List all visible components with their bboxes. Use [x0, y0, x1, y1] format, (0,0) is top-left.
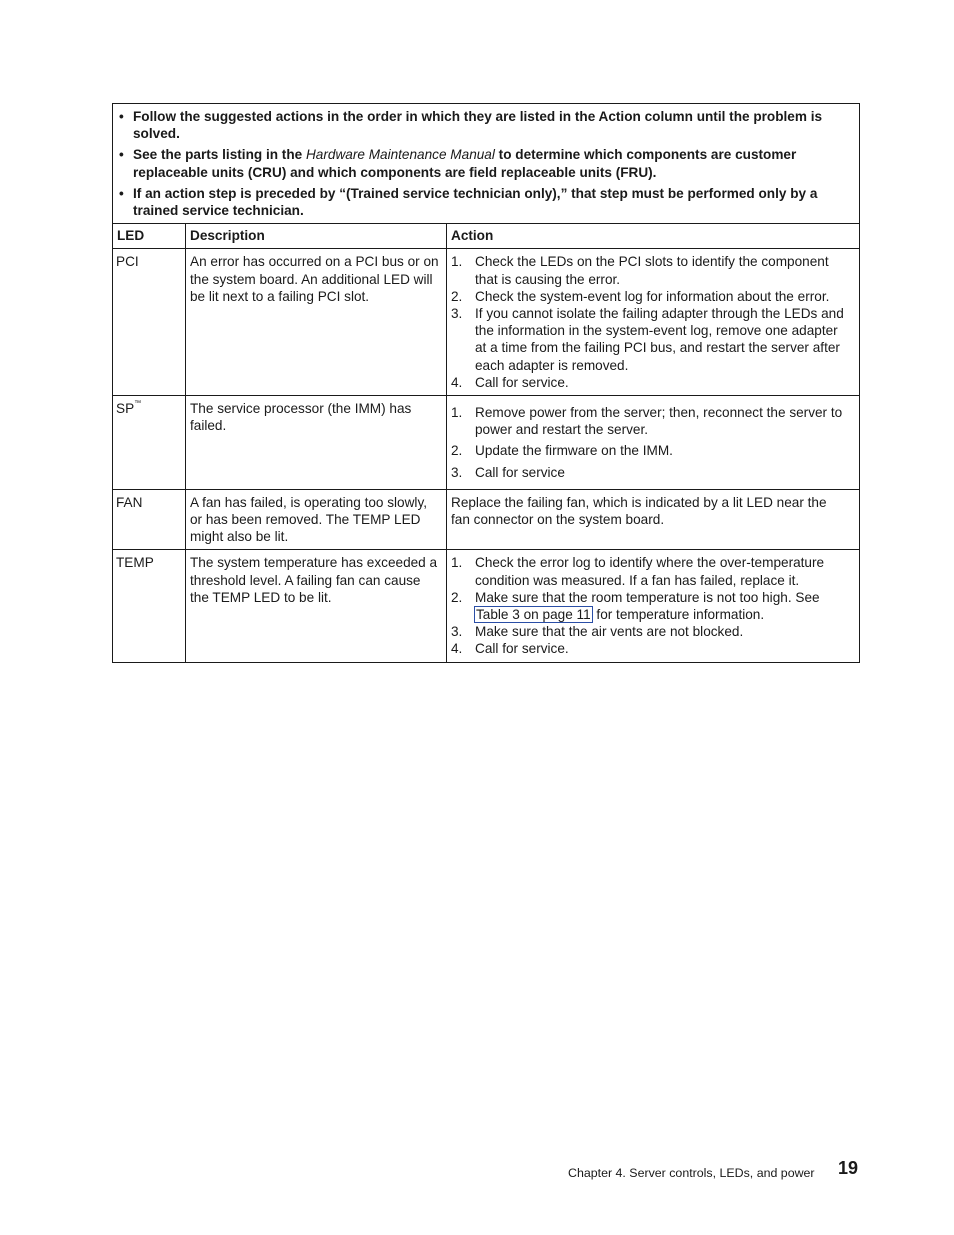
note-item [117, 185, 853, 219]
led-name: PCI [113, 249, 186, 396]
manual-title: Hardware Maintenance Manual [305, 147, 495, 163]
led-action [447, 249, 860, 396]
chapter-footer: Chapter 4. Server controls, LEDs, and power [568, 1166, 815, 1180]
table-3-link[interactable]: Table 3 on page 11 [476, 607, 591, 623]
note-text: to determine which components are customer replaceable units (CRU) and which components are field replaceable units (FRU). [133, 147, 797, 180]
note-text: See the parts listing in the [133, 147, 306, 163]
action-step: 4. Call for service. [451, 641, 569, 657]
bullet-icon: • [119, 147, 124, 163]
led-description: The system temperature has exceeded a threshold level. A failing fan can cause the TEMP LED to be lit. [186, 550, 447, 662]
action-step: 1. Remove power from the server; then, reconnect the server to power and restart the server. [451, 405, 843, 438]
action-step: 2. Check the system-event log for information about the error. [451, 288, 830, 304]
action-step: 3. Make sure that the air vents are not blocked. [451, 624, 744, 640]
action-step: 3. If you cannot isolate the failing adapter through the LEDs and the information in the system-event log, remove one adapter at a time from the failing PCI bus, and restart the server after each adapter is removed. [451, 306, 844, 373]
column-header-description: Description [186, 224, 447, 249]
action-step: 1. Check the error log to identify where the over-temperature condition was measured. If a fan has failed, replace it. [451, 555, 825, 588]
table-row-sp [113, 396, 860, 490]
table-row-pci [113, 249, 860, 396]
notes-list [117, 108, 853, 219]
note-item [117, 146, 853, 180]
led-action: Replace the failing fan, which is indicated by a lit LED near the fan connector on the system board. [447, 489, 860, 550]
note-item [117, 108, 853, 142]
led-name: SP™ [113, 396, 186, 490]
bullet-icon: • [119, 109, 124, 124]
led-table [112, 103, 860, 663]
table-row-fan [113, 489, 860, 550]
trademark-mark: ™ [134, 400, 142, 408]
led-description: A fan has failed, is operating too slowly, or has been removed. The TEMP LED might also be lit. [186, 489, 447, 550]
note-text: If an action step is preceded by “(Trained service technician only),” that step must be performed only by a trained service technician. [133, 185, 818, 219]
led-action [447, 396, 860, 490]
led-action [447, 550, 860, 662]
led-description: The service processor (the IMM) has failed. [186, 396, 447, 490]
led-name: FAN [113, 489, 186, 550]
action-steps [451, 554, 849, 657]
led-name: TEMP [113, 550, 186, 662]
table-row-temp [113, 550, 860, 662]
header-row [113, 224, 860, 249]
notes-cell [113, 104, 860, 224]
column-header-led: LED [113, 224, 186, 249]
column-header-action: Action [447, 224, 860, 249]
led-description: An error has occurred on a PCI bus or on the system board. An additional LED will be lit next to a failing PCI slot. [186, 249, 447, 396]
action-steps [451, 253, 849, 391]
action-step: 2. Make sure that the room temperature is not too high. See Table 3 on page 11 for temperature information. [451, 589, 820, 623]
bullet-icon: • [119, 185, 124, 201]
action-step: 1. Check the LEDs on the PCI slots to identify the component that is causing the error. [451, 254, 829, 287]
notes-row [113, 104, 860, 224]
note-text: Follow the suggested actions in the order in which they are listed in the Action column until the problem is solved. [133, 109, 823, 142]
action-step: 2. Update the firmware on the IMM. [451, 443, 673, 459]
action-steps [451, 404, 849, 481]
page-number: 19 [838, 1158, 859, 1178]
action-step: 4. Call for service. [451, 374, 569, 390]
action-step: 3. Call for service [451, 464, 565, 480]
